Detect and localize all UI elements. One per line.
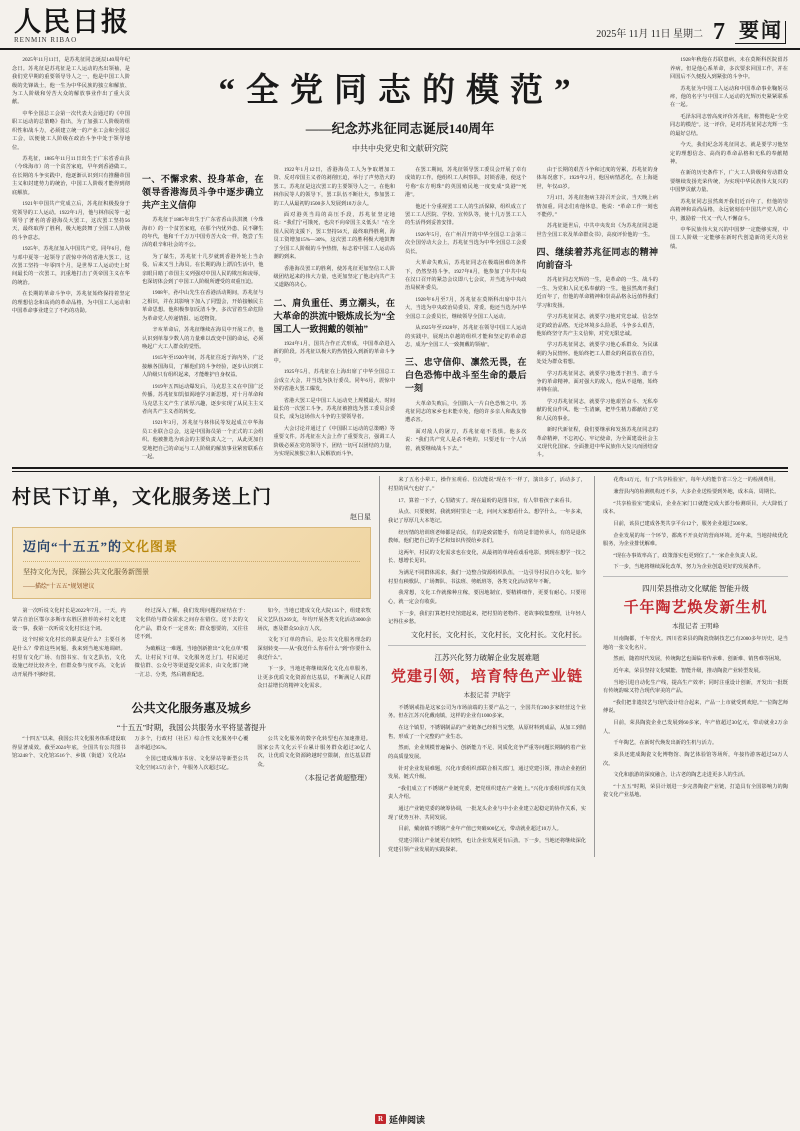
story-paragraph: 目前，该县已建成各类共享平台12个，服务企业超过500家。 xyxy=(613,520,751,527)
lead-paragraph: 为了谋生，苏兆征十几岁就到香港外轮上当杂役，后来又当上海员。在长期的海上漂泊生活中，他亲眼目睹了帝国主义列强对中国人民的欺压和凌辱，也深切体会到了中国工人阶级所遭受的双重压迫。 xyxy=(142,253,264,286)
footer-bar xyxy=(0,1105,800,1131)
lead-paragraph: 1919年五四运动爆发后，马克思主义在中国广泛传播。苏兆征如饥似渴地学习新思想，对十月革命和马克思主义产生了浓厚兴趣，逐步实现了从民主主义者向共产主义者的转变。 xyxy=(142,383,264,415)
story-kicker-rongxian: 四川荣县推动文化赋能 智能升级 xyxy=(642,584,749,594)
lead-paragraph: 他还十分重视罢工工人的生活保障，组织成立了罢工工人医院、学校、宣传队等，使十几万罢工工人的生活得到妥善安排。 xyxy=(405,203,527,227)
lead-paragraph: 大革命失败后，全国陷入一片白色恐怖之中。苏兆征同志的家乡也未能幸免，他的许多亲人和战友惨遭杀害。 xyxy=(405,400,527,424)
lead-paragraph: 今天，我们纪念苏兆征同志，就是要学习他坚定的理想信念、高尚的革命品格和无私的奉献精神。 xyxy=(670,142,788,165)
story-title-party-building: 党建引领，培育特色产业链 xyxy=(390,668,583,685)
story-kicker-public-culture: “十五五”时期，我国公共服务水平将显著提升 xyxy=(116,723,267,733)
story-paragraph: “十四五”以来，我国公共文化服务体系建设取得显著成效。截至2024年底，全国共有公共图书馆3248个、文化馆3516个、乡镇（街道）文化站4万多个，行政村（社区）综合性文化服务中心覆盖率超过95%。 xyxy=(12,736,249,760)
masthead xyxy=(0,0,800,50)
story-paragraph: 经历情的培训班老师都是农民，有的是致富能手，有的是非遗传承人，有的是退休教师。他们把自己的手艺和知识传授给乡亲们。 xyxy=(388,529,586,545)
story-paragraph: 这个时候文化村长的职责是什么？主要任务是什么？带着这些问题，我来到当地实地调研。村里有文化广场、有图书室、有文艺队伍，文化设施已经比较齐全，但群众参与度不高，文化活动开展得不够经常。 xyxy=(12,637,126,678)
lead-paragraph: 学习苏兆征同志，就要学习他心系群众、为民谋利的为民情怀。他始终把工人群众的利益放在首位，处处为群众着想。 xyxy=(536,342,658,366)
section-title: 要闻 xyxy=(735,21,786,44)
story-paragraph: 企业发展的每一个环节，都离不开良好的营商环境。近年来，当地持续优化服务，为企业排忧解难。 xyxy=(603,532,788,548)
story-paragraph: 全国已建成城市书房、文化驿站等新型公共文化空间3.5万余个，年服务人次超过5亿。 xyxy=(134,756,249,771)
promo-box[interactable] xyxy=(12,527,371,599)
lead-paragraph: 1928年6月至7月，苏兆征在莫斯科出席中共六大，当选为中央政治局委员、常委。他还当选为中华全国总工会委员长，继续领导全国工人运动。 xyxy=(405,296,527,320)
lead-paragraph: 苏兆征同志虽然离开我们近百年了，但他的崇高精神和高尚品格，永远铭刻在中国共产党人的心中，激励着一代又一代人不懈奋斗。 xyxy=(670,198,788,222)
story-paragraph: 不锈钢戒指是这家公司为市场前端的主要产品之一，全国共有200多家经营这个业务。但在江苏兴化戴南镇，这样的企业有1000多家。 xyxy=(388,704,586,720)
column-divider xyxy=(388,645,586,646)
lead-paragraph: 1921年3月，苏兆征与林伟民等发起成立中华海员工业联合总会，这是中国海员第一个正式的工会组织。他被推选为该会的主要负责人之一，从此更加自觉地把自己的命运与工人阶级的解放事业紧密联系在一起。 xyxy=(142,420,264,461)
lead-paragraph: 中华全国总工会第一次代表大会通过的《中国职工运动的总策略》指出，为了加强工人阶级的组织性和战斗力，必须建立统一的产业工会和全国总工会，以便使工人阶级在政治斗争中处于领导地位。 xyxy=(12,110,130,151)
lead-paragraph: 学习苏兆征同志，就要学习他勇于担当、敢于斗争的革命精神。面对强大的敌人，他从不退缩，始终冲锋在前。 xyxy=(536,370,658,394)
story-paragraph: 下一步，当地将继续深化改革，努力为企业创造更好的发展条件。 xyxy=(613,564,764,571)
section-divider xyxy=(12,467,788,469)
story-body-party-building xyxy=(388,704,586,854)
lead-section-heading: 二、肩负重任、勇立潮头，在大革命的洪流中锻炼成长为“全国工人一致拥戴的领袖” xyxy=(273,297,396,334)
lead-paragraph: 1925年，苏兆征加入中国共产党。同年6月，他与邓中夏等一起领导了震惊中外的省港大罢工，这次罢工坚持一年零四个月，是世界工人运动史上时间最长的一次罢工，沉重地打击了英帝国主义在华的统治。 xyxy=(12,246,130,286)
lead-paragraph: 1922年1月12日，香港海员工人为争取增加工资、反对帝国主义者的剥削压迫，举行了声势浩大的罢工。苏兆征是这次罢工的主要领导人之一。在他和林伟民等人的领导下，罢工队伍不断壮大，参加罢工的工人从最初的1500多人发展到10万余人。 xyxy=(273,166,395,207)
story-kicker-jiangsu: 江苏兴化努力破解企业发展难题 xyxy=(434,652,540,662)
story-paragraph: 兼营县内的检测机构还不多，大多企业送检要到外地，成本高、周期长。 xyxy=(613,489,780,496)
story-paragraph: “我们成立了不锈钢产业链党委，把党组织建在产业链上。”兴化市委组织部有关负责人介绍。 xyxy=(388,785,586,801)
lead-paragraph: 学习苏兆征同志，就要学习他艰苦奋斗、无私奉献的优良作风。他一生清廉，把毕生精力都献给了党和人民的事业。 xyxy=(536,398,658,422)
extended-reading-label: 延伸阅读 xyxy=(389,1114,426,1125)
story-paragraph: 然而，随着时代发展，传统陶艺也面临着传承难、创新难、销售难等困境。 xyxy=(613,656,785,663)
bottom-column-1 xyxy=(12,476,380,857)
lead-subheadline: ——纪念苏兆征同志诞辰140周年 xyxy=(305,120,495,136)
promo-gold-text: 文化图景 xyxy=(122,539,179,555)
bottom-section xyxy=(0,476,800,857)
story-paragraph: 当地引进自动化生产线，提高生产效率；同时注重设计创新，开发出一批既有传统韵味又符合现代审美的产品。 xyxy=(603,679,788,695)
lead-section-heading: 一、不懈求索、投身革命，在领导香港海员斗争中逐步确立共产主义信仰 xyxy=(142,173,264,211)
lead-paragraph: 学习苏兆征同志，就要学习他对党忠诚、信念坚定的政治品格。无论环境多么险恶，斗争多么艰苦，他始终坚守共产主义信仰，对党无限忠诚。 xyxy=(536,314,658,337)
story-paragraph: 从点、只要便时，我就到村里走一走，问问大家想看什么、想学什么。一年多来，我记了厚厚几大本笔记。 xyxy=(388,509,586,524)
lead-byline: 中共中央党史和文献研究院 xyxy=(352,143,448,153)
story-paragraph: 这两年，村民的文化需求也在变化，从最初的单纯看戏看电影，到现在想学一技之长、想增长见识。 xyxy=(388,549,586,565)
lead-headline-block xyxy=(136,56,664,461)
story-paragraph: 文化和旅游的深度融合，让古老的陶艺走进更多人的生活。 xyxy=(613,772,749,779)
bottom-column-3 xyxy=(595,476,788,857)
column-divider-2 xyxy=(603,576,788,577)
story-body-pottery-tail xyxy=(603,751,788,800)
story-paragraph: 17、算着一下子，心里踏实了。现在最盼的是图书室，有人带着孩子来看书。 xyxy=(398,497,575,504)
story-paragraph: 千年陶艺，在新时代焕发出新的生机与活力。 xyxy=(613,740,718,747)
story-body-pottery xyxy=(603,635,788,748)
story-paragraph: 然而，企业规模普遍偏小、创新能力不足、同质化竞争严重等问题长期制约着产业的高质量发展。 xyxy=(388,745,586,760)
promo-badge: ——描绘“十五五”规划建议 xyxy=(23,584,95,591)
issue-date: 2025年 11月 11日 星期二 xyxy=(596,29,703,41)
story-body-public-culture xyxy=(12,735,371,773)
story-paragraph: 经过深入了解，我们发现问题的症结在于：文化供给与群众需求之间存在错位。送下去的文化产品，群众不一定喜欢；群众想要的，又往往送不到。 xyxy=(134,608,249,641)
promo-subtext: 坚持文化为民，深描公共文化服务新图景 xyxy=(23,561,360,577)
story-paragraph: “我们把非遗技艺与现代设计结合起来，产品一上市就受到欢迎。”一位陶艺师傅说。 xyxy=(603,699,788,715)
story-paragraph: 第一次听说文化村长是2022年7月。一天，内蒙古自治区鄂尔多斯市东胜区推荐的乡村文化建设一事，我第一次听说文化村长这个词。 xyxy=(12,608,126,632)
story-paragraph: 针对企业发展难题，兴化市委组织部联合相关部门，通过党建引领，推动企业抱团发展、链式升级。 xyxy=(388,765,586,781)
extended-reading[interactable] xyxy=(375,1113,425,1126)
lead-paragraph: 1928年秋他在苏联患病，未在莫斯科医院留苏养病。但是他心系革命，多次要求回国工作，并在回国后不久便投入到紧张的斗争中。 xyxy=(670,57,788,81)
lead-body xyxy=(142,162,658,462)
lead-paragraph: 毛泽东同志曾高度评价苏兆征，称赞他是“全党同志的模范”。这一评价，是对苏兆征同志光辉一生的最好总结。 xyxy=(670,113,788,137)
story-paragraph: 我常想，文化工作就像种庄稼，要因地制宜，要精耕细作，更要有耐心。只要用心，就一定会有收获。 xyxy=(388,590,586,605)
story-body-col2-top xyxy=(388,476,586,626)
story-paragraph: 通过产业链党委的统筹协调，一批龙头企业与中小企业建立起稳定的协作关系，实现了优势互补、共同发展。 xyxy=(388,806,586,821)
lead-article xyxy=(0,50,800,461)
story-paragraph: 来了五名小辈工，操作室观看、位次能说“现在不一样了，演出多了，活动多了，村里的风气也好了。” xyxy=(388,477,586,493)
masthead-right xyxy=(596,20,786,44)
lead-paragraph: 1921年中国共产党成立后，苏兆征积极投身于党领导的工人运动。1922年1月，他与林伟民等一起领导了著名的香港海员大罢工，这次罢工坚持56天，最终取得了胜利，极大地鼓舞了全国工人阶级的斗争意志。 xyxy=(12,201,130,241)
story-paragraph: 近年来，荣县坚持文化赋能、智能升级，推动陶瓷产业转型发展。 xyxy=(613,667,764,674)
lead-paragraph: 中华民族伟大复兴的中国梦一定能够实现，中国工人阶级一定能够在新时代创造新的更大的业绩。 xyxy=(670,226,788,250)
lead-paragraph: 由于长期的艰苦斗争和过度的劳累，苏兆征的身体每况愈下。1929年2月，他因病情恶化，在上海逝世，年仅43岁。 xyxy=(536,166,658,190)
story-paragraph: 公共文化服务的数字化转型也在加速推进。国家公共文化云平台累计服务群众超过30亿人次，让优质文化资源跨越时空限制，直达基层群众。 xyxy=(257,736,371,768)
story-paragraph: 下一步，我们打算把村史馆建起来，把村里的老物件、老故事收集整理，让年轻人记得住乡愁。 xyxy=(388,610,586,626)
page-number: 7 xyxy=(713,19,725,46)
lead-paragraph: 新时代新征程，我们要继承和发扬苏兆征同志的革命精神，不忘初心、牢记使命，为全面建设社会主义现代化国家、全面推进中华民族伟大复兴而团结奋斗。 xyxy=(536,427,658,459)
story-paragraph: 为满足不同群体需求，我们一边整合资源组织队伍，一边引导村民自办文化。如今村里有秧歌队、广场舞队、书法班、剪纸班等，各类文化活动常年不断。 xyxy=(388,570,586,585)
lead-paragraph: 香港海员罢工的胜利，使苏兆征更加坚信工人阶级团结起来的伟大力量，也更加坚定了他走向共产主义道路的决心。 xyxy=(273,265,395,289)
section-divider-thin xyxy=(12,471,788,472)
lead-paragraph: 辛亥革命后，苏兆征继续在海员中开展工作，他认识到单靠少数人的力量难以改变中国的命运，必须唤起广大工人群众的觉悟。 xyxy=(142,327,264,350)
story-paragraph: 目前，荣县陶瓷企业已发展到60多家，年产值超过30亿元，带动就业2万余人。 xyxy=(603,720,788,735)
story-body-col3-top xyxy=(603,476,788,572)
lead-paragraph: 在新的历史条件下，广大工人阶级和劳动群众要继续发扬光荣传统，为实现中华民族伟大复兴的中国梦贡献力量。 xyxy=(670,170,788,194)
lead-paragraph: 省港大罢工是中国工人运动史上规模最大、时间最长的一次罢工斗争。苏兆征被推选为罢工委员会委员长，成为这场伟大斗争的主要领导者。 xyxy=(273,397,395,421)
lead-paragraph: 大革命失败后，苏兆征同志在极端困难的条件下，仍然坚持斗争。1927年8月，他参加了中共中央在汉口召开的紧急会议即八七会议，并当选为中央政治局候补委员。 xyxy=(405,260,527,292)
story-byline-pottery: 本报记者 王明峰 xyxy=(671,623,720,631)
story-byline-col2: 文化村长，文化村长，文化村长，文化村长。文化村长。 xyxy=(411,630,586,639)
lead-paragraph: 1924年1月，国共合作正式形成，中国革命进入新的阶段。苏兆征以极大的热情投入到新的革命斗争中。 xyxy=(273,340,395,364)
lead-paragraph: 1915年至1920年间，苏兆征往返于海内外，广泛接触各国海员，了解他们的斗争经验，逐步认识到工人阶级只有组织起来，才能维护自身权益。 xyxy=(142,355,264,379)
story-paragraph: 荣县还建成陶瓷文化博物馆、陶艺体验馆等场所，年接待游客超过50万人次。 xyxy=(603,751,788,767)
lead-paragraph: 大会讨论并通过了《中国职工运动的总策略》等重要文件。苏兆征在大会上作了重要发言，强调工人阶级必须在党的领导下，团结一切可以团结的力量，为实现民族独立和人民解放而斗争。 xyxy=(273,425,395,458)
story-body-village xyxy=(12,607,371,691)
story-paragraph: 如今，当地已建成文化大院135个，组建农牧民文艺队伍269支，年均开展各类文化活动3000余场次，惠及群众50余万人次。 xyxy=(257,608,371,632)
lead-section-heading: 四、继续着苏兆征同志的精神向前奋斗 xyxy=(536,247,658,271)
story-paragraph: 党建引领让产业链更有韧性，也让企业发展更有后劲。下一步，当地还将继续深化党建引领产业发展的实践探索。 xyxy=(388,837,586,853)
extended-reading-badge: R xyxy=(375,1114,386,1124)
story-paragraph: “共享检验室”建成后，企业在家门口就能完成大部分检测项目，大大降低了成本。 xyxy=(603,500,788,516)
story-paragraph: 在这个镇里，不锈钢制品的产业链条已经相当完整，从原材料到成品，从加工到销售，形成了一个完整的产业生态。 xyxy=(388,725,586,740)
lead-paragraph: 从1925年至1928年，苏兆征在领导中国工人运动的实践中，展现出卓越的组织才能和坚定的革命意志，成为“全国工人一致拥戴的领袖”。 xyxy=(405,325,527,348)
story-paragraph: 下一步，当地还将继续深化文化点单服务，让更多优质文化资源直达基层，不断满足人民群众日益增长的精神文化需求。 xyxy=(257,666,371,690)
story-paragraph: 花费14万元，有了“共享检验室”，每年大约能节省三分之一的检测费用。 xyxy=(613,477,779,484)
lead-paragraph: 苏兆征逝世后，中共中央发出《为苏兆征同志逝世告全国工农及革命群众书》，高度评价他的一生。 xyxy=(536,223,658,238)
lead-section-heading: 三、忠守信仰、凛然无畏，在白色恐怖中战斗至生命的最后一刻 xyxy=(405,357,527,394)
page-title: “全党同志的模范” xyxy=(218,73,582,110)
story-byline-village: 赵日星 xyxy=(350,513,371,522)
story-paragraph: “现在办事效率高了，政策落实也更到位了。”一家企业负责人说。 xyxy=(613,552,761,559)
lead-right-column xyxy=(664,56,788,461)
newspaper-logo: 人民日报 RENMIN RIBAO xyxy=(14,7,130,45)
story-paragraph: 文化下订单的背后，是公共文化服务理念的深刻转变——从“我送什么你看什么”到“你要什么我送什么”。 xyxy=(257,637,371,661)
lead-paragraph: 苏兆征于1885年出生于广东省香山县淇澳（今珠海市）的一个贫苦家庭，在那个内忧外患、民不聊生的年代，他和千千万万中国劳苦大众一样，饱尝了生活的艰辛和社会的不公。 xyxy=(142,217,264,249)
lead-paragraph: 在长期的革命斗争中，苏兆征始终保持着坚定的理想信念和高尚的革命品格，为中国工人运动和中国革命事业建立了不朽的功勋。 xyxy=(12,291,130,315)
lead-paragraph: 苏兆征同志光辉的一生，是革命的一生、战斗的一生、为党和人民无私奉献的一生。他虽然离开我们近百年了，但他的革命精神和崇高品格永远值得我们学习和发扬。 xyxy=(536,277,658,309)
lead-paragraph: 苏兆征为中国工人运动和中国革命事业鞠躬尽瘁，他的名字与中国工人运动的光辉历史紧紧联系在一起。 xyxy=(670,85,788,109)
lead-left-column xyxy=(12,56,136,461)
story-paragraph: 目前，戴南镇不锈钢产业年产值已突破600亿元，带动就业超过10万人。 xyxy=(398,826,562,833)
lead-paragraph: 苏兆征，1885年11月11日出生于广东省香山县（今珠海市）的一个贫苦家庭，早年到香港做工。在长期的斗争实践中，他逐渐认识到只有推翻帝国主义和封建势力的统治，中国工人阶级才能得到彻底解放。 xyxy=(12,155,130,196)
story-paragraph: 为破解这一难题，当地创新推出“文化点单”模式，让村民下订单，文化服务送上门。村民通过微信群、公众号等渠道提交需求，由文化部门统一汇总、分类，然后精准配送。 xyxy=(134,645,249,678)
lead-paragraph: 面对港英当局的高压手段，苏兆征坚定地说：“我们宁可饿死，也决不向帝国主义低头！”在全国人民的支援下，罢工坚持56天，最终取得胜利，海员工资增加15%—30%，这次罢工的胜利极大地鼓舞了全国工人阶级的斗争热情，标志着中国工人运动高潮的到来。 xyxy=(273,212,395,261)
promo-pretext: 迈向“十五五”的 xyxy=(23,539,123,555)
lead-paragraph: 1925年5月，苏兆征在上海出席了中华全国总工会成立大会，并当选为执行委员。同年6月，震惊中外的省港大罢工爆发。 xyxy=(273,369,395,393)
story-note-village: （本报记者黄超整理） xyxy=(301,773,371,782)
story-title-village: 村民下订单，文化服务送上门 xyxy=(12,487,273,509)
story-paragraph: 川南陶都，千年窑火。四川省荣县的陶瓷烧制技艺已有2000多年历史，是当地的一张文化名片。 xyxy=(603,636,788,651)
lead-paragraph: 1926年5月，在广州召开的中华全国总工会第三次全国劳动大会上，苏兆征当选为中华全国总工会委员长。 xyxy=(405,231,527,255)
story-byline-party-building: 本报记者 尹晓宇 xyxy=(463,691,511,699)
bottom-column-2 xyxy=(380,476,595,857)
lead-paragraph: 1908年，孙中山先生在香港活动期间，苏兆征与之相识，并在其影响下加入了同盟会，开始接触民主革命思想。他积极参加反清斗争，多次冒着生命危险为革命党人传递情报、运送物资。 xyxy=(142,290,264,322)
story-paragraph: “十五五”时期，荣县计划进一步完善陶瓷产业链，打造具有全国影响力的陶瓷文化产业基地。 xyxy=(603,783,788,799)
story-title-pottery: 千年陶艺焕发新生机 xyxy=(623,600,768,617)
lead-paragraph: 在罢工期间，苏兆征领导罢工委员会开展了卓有成效的工作。他组织工人纠察队，封锁香港，使这个号称“东方明珠”的英国殖民地一度变成“臭港”“死港”。 xyxy=(405,166,527,199)
lead-paragraph: 2025年11月11日，是苏兆征同志诞辰140周年纪念日。苏兆征是苏兆征是工人运动的杰出领袖，是我们党早期的重要领导导人之一，他是中国工人阶级的先锋战士，他一生为中华民族的独立和解放、为工人阶级和劳苦大众的解放事业作出了重大贡献。 xyxy=(12,57,130,106)
story-title-public-culture: 公共文化服务惠及城乡 xyxy=(131,701,252,716)
lead-paragraph: 面对敌人的屠刀，苏兆征毫不畏惧。他多次说：“我们共产党人是杀不绝的，只要还有一个人活着，就要继续战斗下去。” xyxy=(405,428,527,452)
lead-paragraph: 7月1日，苏兆征抱病主持召开会议，当天晚上病情加重。同志们劝他休息，他说：“革命工作一刻也不能停。” xyxy=(536,195,658,219)
